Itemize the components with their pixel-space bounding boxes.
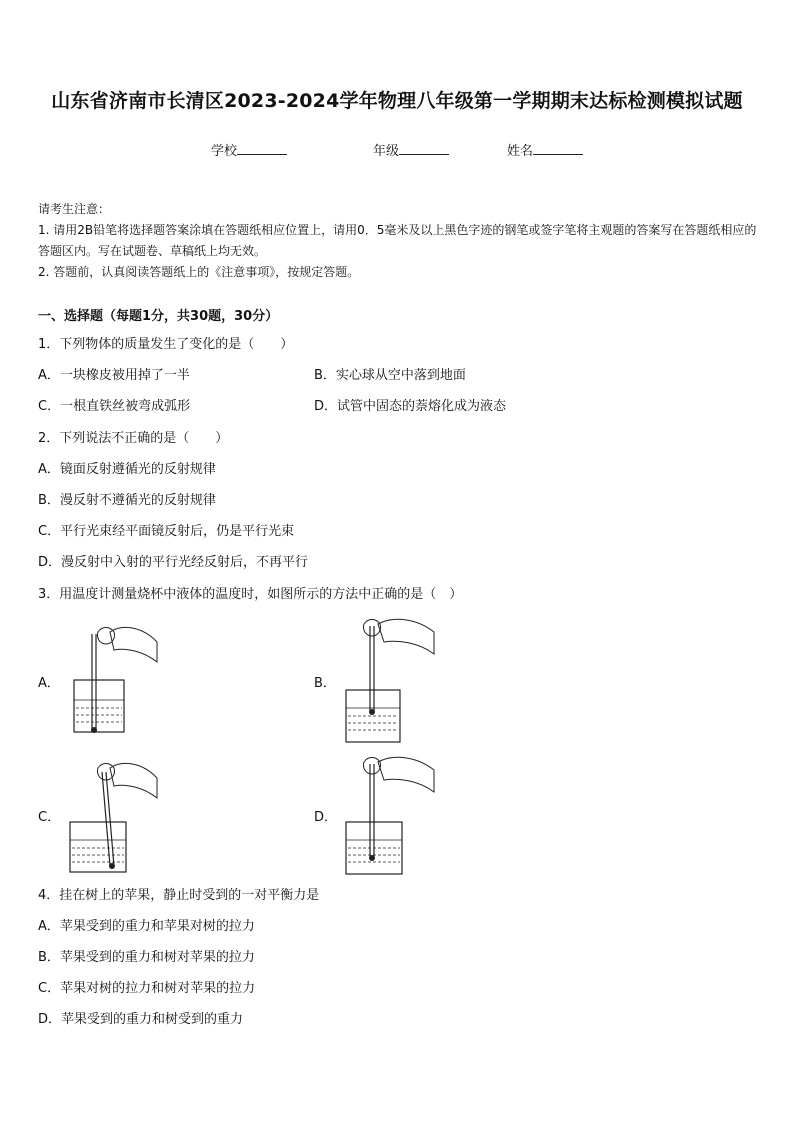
question-4-stem: 4．挂在树上的苹果，静止时受到的一对平衡力是 xyxy=(38,888,320,903)
question-4-option-a[interactable]: A．苹果受到的重力和苹果对树的拉力 xyxy=(38,919,255,934)
question-3-option-b[interactable]: B． xyxy=(314,676,336,691)
thermometer-figure-a xyxy=(62,620,162,738)
question-1-option-b[interactable]: B．实心球从空中落到地面 xyxy=(314,368,466,383)
school-field[interactable] xyxy=(211,140,287,159)
notice-item-2: 2. 答题前，认真阅读答题纸上的《注意事项》，按规定答题。 xyxy=(38,265,360,279)
question-3-option-d[interactable]: D． xyxy=(314,810,338,825)
question-3-option-c[interactable]: C． xyxy=(38,810,61,825)
question-3-stem: 3．用温度计测量烧杯中液体的温度时，如图所示的方法中正确的是（ ） xyxy=(38,587,463,602)
question-2-option-b[interactable]: B．漫反射不遵循光的反射规律 xyxy=(38,493,216,508)
name-label: 姓名 xyxy=(507,144,534,159)
thermometer-figure-b xyxy=(338,614,438,744)
name-field[interactable] xyxy=(507,140,583,159)
grade-blank[interactable] xyxy=(399,142,449,155)
page-title: 山东省济南市长清区2023-2024学年物理八年级第一学期期末达标检测模拟试题 xyxy=(51,90,743,112)
thermometer-figure-c xyxy=(62,756,162,874)
question-2-option-a[interactable]: A．镜面反射遵循光的反射规律 xyxy=(38,462,216,477)
question-1-stem: 1．下列物体的质量发生了变化的是（ ） xyxy=(38,337,294,352)
grade-field[interactable] xyxy=(373,140,449,159)
school-blank[interactable] xyxy=(237,142,287,155)
question-4-option-b[interactable]: B．苹果受到的重力和树对苹果的拉力 xyxy=(38,950,255,965)
grade-label: 年级 xyxy=(373,144,400,159)
name-blank[interactable] xyxy=(533,142,583,155)
thermometer-figure-d xyxy=(338,752,438,876)
student-info-fields xyxy=(0,140,794,160)
school-label: 学校 xyxy=(211,144,238,159)
question-1-option-c[interactable]: C．一根直铁丝被弯成弧形 xyxy=(38,399,191,414)
question-1-option-d[interactable]: D．试管中固态的萘熔化成为液态 xyxy=(314,399,507,414)
question-2-option-c[interactable]: C．平行光束经平面镜反射后，仍是平行光束 xyxy=(38,524,295,539)
notice-item-1: 1. 请用2B铅笔将选择题答案涂填在答题纸相应位置上，请用0．5毫米及以上黑色字迹的钢笔或签字笔将主观题的答案写在答题纸相应的答题区内。写在试题卷、草稿纸上均无效。 xyxy=(38,223,757,258)
question-1-option-a[interactable]: A．一块橡皮被用掉了一半 xyxy=(38,368,190,383)
question-2-stem: 2．下列说法不正确的是（ ） xyxy=(38,431,229,446)
section-heading: 一、选择题（每题1分，共30题，30分） xyxy=(38,309,279,324)
question-3-option-a[interactable]: A． xyxy=(38,676,60,691)
question-4-option-d[interactable]: D．苹果受到的重力和树受到的重力 xyxy=(38,1012,244,1027)
question-4-option-c[interactable]: C．苹果对树的拉力和树对苹果的拉力 xyxy=(38,981,256,996)
notice-heading: 请考生注意： xyxy=(38,202,111,216)
question-2-option-d[interactable]: D．漫反射中入射的平行光经反射后，不再平行 xyxy=(38,555,309,570)
